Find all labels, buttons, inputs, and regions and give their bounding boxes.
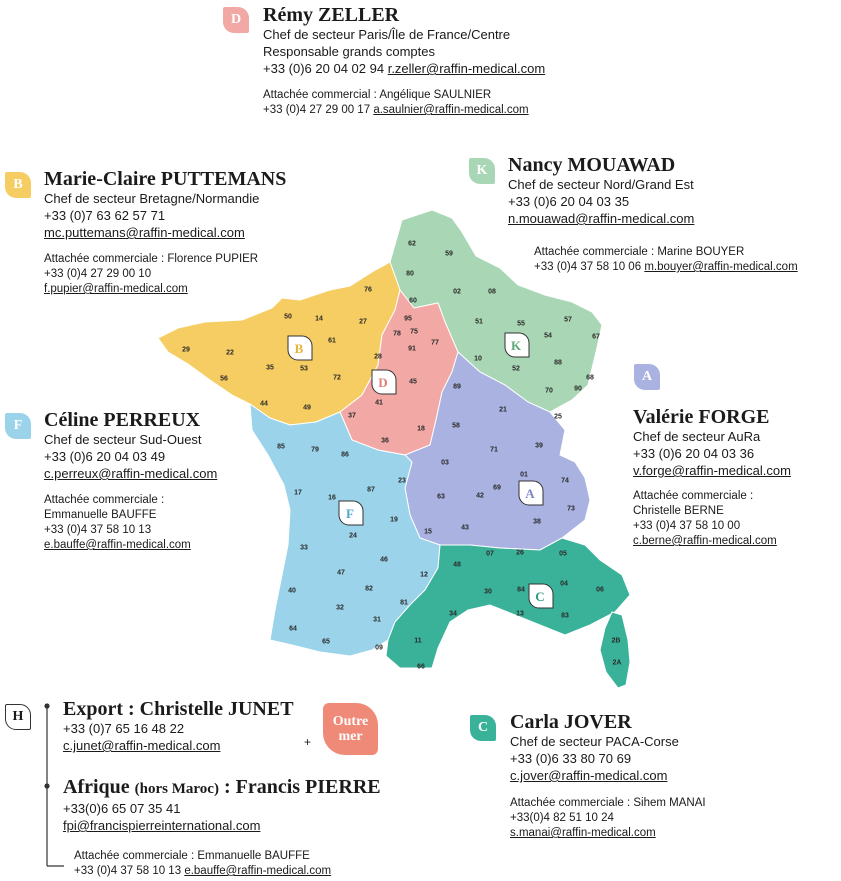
badge-b: B: [5, 172, 31, 198]
assistant-name: Attachée commerciale : Marine BOUYER: [534, 246, 745, 258]
assistant-name: Christelle BERNE: [633, 505, 724, 517]
rep-title: Chef de secteur Bretagne/Normandie: [44, 191, 260, 206]
department-53: 53: [300, 365, 308, 373]
department-47: 47: [337, 569, 345, 577]
department-83: 83: [561, 612, 569, 620]
rep-title: Chef de secteur Paris/Île de France/Centre: [263, 27, 511, 42]
department-63: 63: [437, 493, 445, 501]
department-44: 44: [260, 400, 268, 408]
department-35: 35: [266, 364, 274, 372]
department-46: 46: [380, 556, 388, 564]
department-60: 60: [409, 297, 417, 305]
rep-card-c: [510, 711, 706, 841]
rep-card-k: [508, 154, 694, 227]
rep-title-2: Responsable grands comptes: [263, 44, 435, 59]
assistant-contact: [534, 260, 798, 275]
badge-k: K: [469, 158, 495, 184]
afrique-paren: (hors Maroc): [134, 781, 219, 797]
marker-b: [288, 336, 312, 360]
rep-title: Chef de secteur PACA-Corse: [510, 734, 679, 749]
marker-d: [372, 370, 396, 394]
department-76: 76: [364, 286, 372, 294]
department-16: 16: [328, 494, 336, 502]
rep-card-b: [44, 168, 286, 297]
department-91: 91: [408, 345, 416, 353]
rep-email[interactable]: r.zeller@raffin-medical.com: [387, 61, 546, 76]
department-37: 37: [348, 412, 356, 420]
rep-phone: +33 (0)6 33 80 70 69: [510, 751, 632, 766]
department-73: 73: [567, 505, 575, 513]
assistant-email[interactable]: c.berne@raffin-medical.com: [633, 535, 777, 547]
marker-c: [529, 584, 553, 608]
department-61: 61: [328, 337, 336, 345]
department-65: 65: [322, 638, 330, 646]
export-email[interactable]: c.junet@raffin-medical.com: [63, 738, 221, 753]
department-66: 66: [417, 663, 425, 671]
department-2b: 2B: [611, 637, 621, 645]
department-70: 70: [545, 387, 553, 395]
department-62: 62: [408, 240, 416, 248]
marker-k: [505, 333, 529, 357]
department-42: 42: [476, 492, 484, 500]
department-58: 58: [452, 422, 460, 430]
department-43: 43: [461, 524, 469, 532]
department-95: 95: [404, 315, 412, 323]
department-90: 90: [574, 385, 582, 393]
department-82: 82: [365, 585, 373, 593]
assistant-name: Emmanuelle BAUFFE: [44, 509, 157, 521]
afrique-email[interactable]: fpi@francispierreinternational.com: [63, 818, 261, 833]
export-title: Export : Christelle JUNET: [63, 698, 294, 720]
assistant-phone: +33 (0)4 27 29 00 10: [44, 268, 152, 280]
assistant-contact: [263, 103, 545, 118]
department-09: 09: [375, 644, 383, 652]
department-01: 01: [520, 471, 528, 479]
export-card: [63, 698, 294, 754]
assistant-email[interactable]: f.pupier@raffin-medical.com: [44, 283, 188, 295]
rep-title: Chef de secteur AuRa: [633, 429, 761, 444]
department-75: 75: [410, 328, 418, 336]
department-05: 05: [559, 550, 567, 558]
department-67: 67: [592, 333, 600, 341]
badge-h: H: [5, 704, 31, 730]
department-30: 30: [484, 588, 492, 596]
rep-name: Marie-Claire PUTTEMANS: [44, 168, 287, 190]
rep-email[interactable]: v.forge@raffin-medical.com: [633, 463, 791, 478]
department-81: 81: [400, 599, 408, 607]
department-86: 86: [341, 451, 349, 459]
department-02: 02: [453, 288, 461, 296]
department-04: 04: [560, 580, 568, 588]
assistant-name: Attachée commerciale : Sihem MANAI: [510, 797, 706, 809]
marker-a: [519, 481, 543, 505]
assistant-contact: [74, 864, 331, 879]
department-28: 28: [374, 353, 382, 361]
department-07: 07: [486, 550, 494, 558]
badge-d: D: [223, 7, 249, 33]
rep-phone: +33 (0)6 20 04 03 49: [44, 449, 166, 464]
department-11: 11: [414, 637, 422, 645]
department-24: 24: [349, 532, 357, 540]
department-25: 25: [554, 413, 562, 421]
department-26: 26: [516, 549, 524, 557]
department-15: 15: [424, 528, 432, 536]
department-21: 21: [499, 406, 507, 414]
department-29: 29: [182, 346, 190, 354]
department-18: 18: [417, 425, 425, 433]
assistant-phone: +33 (0)4 37 58 10 00: [633, 520, 741, 532]
department-84: 84: [517, 586, 525, 594]
marker-c-letter: C: [535, 589, 545, 604]
department-13: 13: [516, 610, 524, 618]
department-69: 69: [493, 484, 501, 492]
badge-f: F: [5, 413, 31, 439]
afrique-card: [63, 776, 381, 834]
department-38: 38: [533, 518, 541, 526]
rep-email[interactable]: n.mouawad@raffin-medical.com: [508, 211, 695, 226]
marker-a-letter: A: [525, 486, 535, 501]
afrique-title: [63, 776, 381, 800]
assistant-card-h: [74, 849, 331, 879]
plus-sign: +: [304, 735, 312, 749]
department-40: 40: [288, 587, 296, 595]
rep-name: Nancy MOUAWAD: [508, 154, 676, 176]
rep-phone: +33 (0)7 63 62 57 71: [44, 208, 166, 223]
department-14: 14: [315, 315, 323, 323]
department-56: 56: [220, 375, 228, 383]
assistant-phone: +33 (0)4 37 58 10 06: [534, 261, 642, 273]
assistant-label: Attachée commerciale :: [633, 490, 754, 502]
department-88: 88: [554, 359, 562, 367]
department-77: 77: [431, 339, 439, 347]
department-59: 59: [445, 250, 453, 258]
region-corse: [600, 612, 630, 688]
rep-email[interactable]: c.perreux@raffin-medical.com: [44, 466, 218, 481]
rep-card-f: [44, 409, 217, 553]
department-87: 87: [367, 486, 375, 494]
department-51: 51: [475, 318, 483, 326]
department-10: 10: [474, 355, 482, 363]
rep-name: Valérie FORGE: [633, 406, 770, 428]
marker-k-letter: K: [510, 338, 522, 353]
department-31: 31: [373, 616, 381, 624]
rep-email[interactable]: mc.puttemans@raffin-medical.com: [44, 225, 245, 240]
rep-title: Chef de secteur Sud-Ouest: [44, 432, 202, 447]
assistant-phone: +33(0)4 82 51 10 24: [510, 812, 614, 824]
department-79: 79: [311, 446, 319, 454]
rep-contact: [263, 60, 545, 77]
department-78: 78: [393, 330, 401, 338]
department-17: 17: [294, 489, 302, 497]
department-08: 08: [488, 288, 496, 296]
department-57: 57: [564, 316, 572, 324]
department-49: 49: [303, 404, 311, 412]
rep-name: Céline PERREUX: [44, 409, 201, 431]
rep-title: Chef de secteur Nord/Grand Est: [508, 177, 694, 192]
rep-phone: +33 (0)6 20 04 03 36: [633, 446, 755, 461]
department-33: 33: [300, 544, 308, 552]
assistant-phone: +33 (0)4 37 58 10 13: [74, 865, 182, 877]
afrique-phone: +33(0)6 65 07 35 41: [63, 801, 181, 816]
marker-f: [339, 501, 363, 525]
department-55: 55: [517, 320, 525, 328]
assistant-name: Attachée commerciale : Emmanuelle BAUFFE: [74, 850, 310, 862]
department-89: 89: [453, 383, 461, 391]
department-39: 39: [535, 442, 543, 450]
rep-phone: +33 (0)6 20 04 03 35: [508, 194, 630, 209]
department-80: 80: [406, 270, 414, 278]
assistant-email[interactable]: e.bauffe@raffin-medical.com: [184, 865, 332, 877]
department-72: 72: [333, 374, 341, 382]
department-68: 68: [586, 374, 594, 382]
marker-b-letter: B: [294, 341, 304, 356]
assistant-email[interactable]: e.bauffe@raffin-medical.com: [44, 539, 191, 551]
department-06: 06: [596, 586, 604, 594]
assistant-email[interactable]: s.manai@raffin-medical.com: [510, 827, 656, 839]
rep-card-d: [263, 4, 545, 118]
department-45: 45: [409, 378, 417, 386]
assistant-card-k: [534, 245, 798, 275]
department-03: 03: [441, 459, 449, 467]
department-12: 12: [420, 571, 428, 579]
department-41: 41: [375, 399, 383, 407]
department-74: 74: [561, 477, 569, 485]
rep-name: Carla JOVER: [510, 711, 632, 733]
department-27: 27: [359, 318, 367, 326]
assistant-label: Attachée commerciale :: [44, 494, 165, 506]
department-54: 54: [544, 332, 552, 340]
assistant-email[interactable]: a.saulnier@raffin-medical.com: [373, 104, 529, 116]
afrique-rest: : Francis PIERRE: [218, 776, 381, 798]
export-phone: +33 (0)7 65 16 48 22: [63, 721, 185, 736]
department-34: 34: [449, 610, 457, 618]
rep-card-a: [633, 406, 791, 549]
badge-a: A: [634, 364, 660, 390]
department-52: 52: [512, 365, 520, 373]
outre-mer-badge: Outre mer: [323, 703, 378, 755]
assistant-phone: +33 (0)4 37 58 10 13: [44, 524, 152, 536]
department-50: 50: [284, 313, 292, 321]
department-85: 85: [277, 443, 285, 451]
rep-name: Rémy ZELLER: [263, 4, 400, 26]
rep-phone: +33 (0)6 20 04 02 94: [263, 61, 385, 76]
department-2a: 2A: [612, 659, 622, 667]
assistant-name: Attachée commerciale : Florence PUPIER: [44, 253, 259, 265]
rep-email[interactable]: c.jover@raffin-medical.com: [510, 768, 668, 783]
department-19: 19: [390, 516, 398, 524]
marker-f-letter: F: [346, 506, 354, 521]
afrique-prefix: Afrique: [63, 776, 130, 798]
department-71: 71: [490, 446, 498, 454]
department-23: 23: [398, 477, 406, 485]
department-36: 36: [381, 437, 389, 445]
marker-d-letter: D: [378, 375, 388, 390]
assistant-email[interactable]: m.bouyer@raffin-medical.com: [644, 261, 798, 273]
department-22: 22: [226, 349, 234, 357]
department-64: 64: [289, 625, 297, 633]
department-32: 32: [336, 604, 344, 612]
assistant-phone: +33 (0)4 27 29 00 17: [263, 104, 371, 116]
assistant-name: Attachée commercial : Angélique SAULNIER: [263, 89, 492, 101]
badge-c: C: [470, 715, 496, 741]
department-48: 48: [453, 561, 461, 569]
